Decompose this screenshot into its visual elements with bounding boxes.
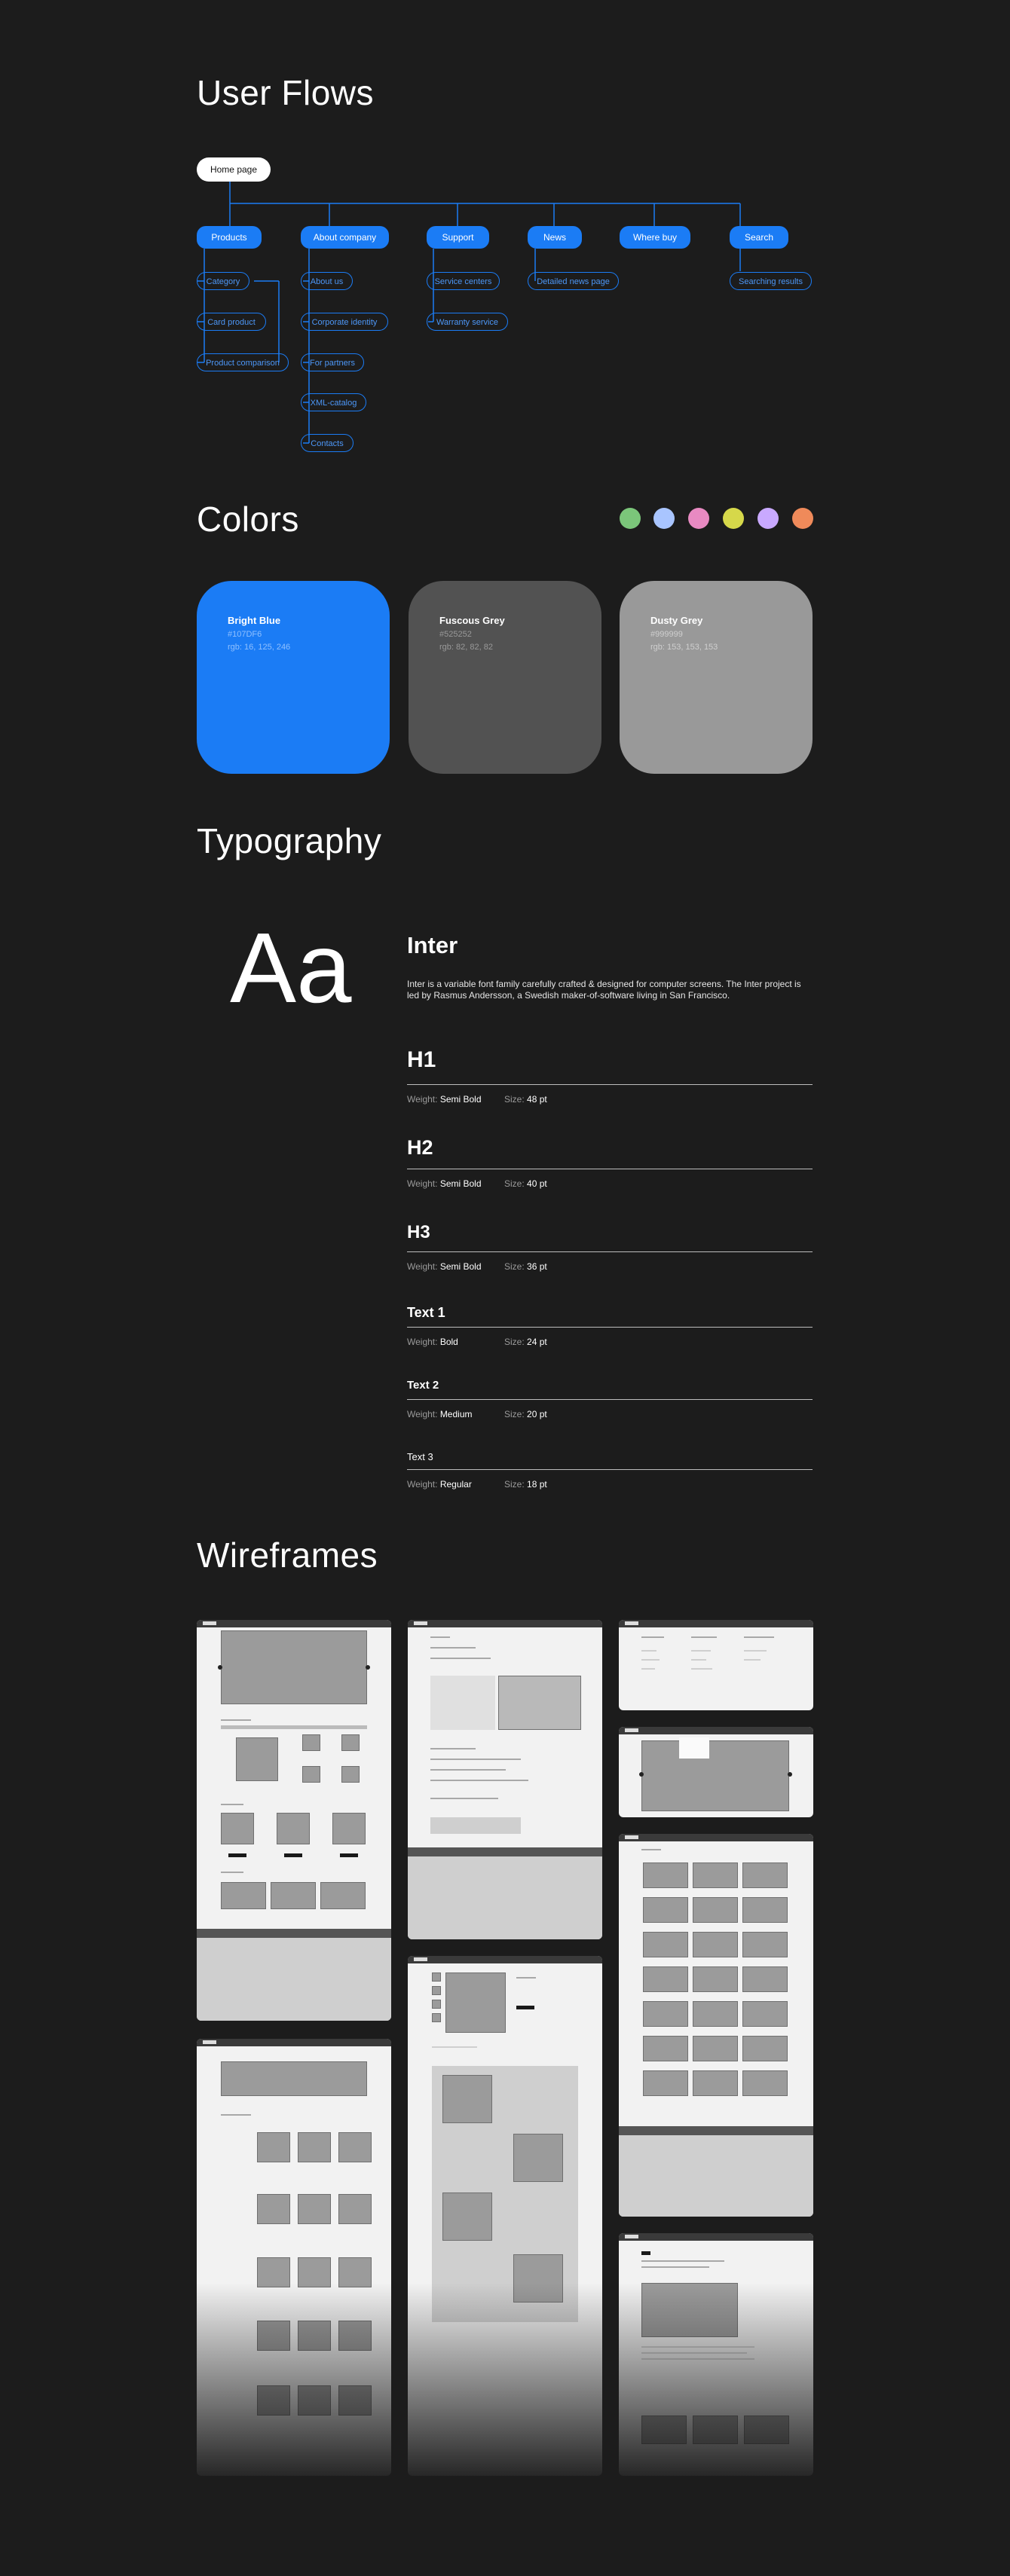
flow-connectors xyxy=(0,0,1010,467)
wireframes-fade-overlay xyxy=(188,2283,822,2486)
style-weight: Weight: Medium xyxy=(407,1409,473,1419)
swatch-dusty-grey xyxy=(620,581,813,774)
style-name-text3: Text 3 xyxy=(407,1451,433,1462)
flow-warranty-service-node[interactable]: Warranty service xyxy=(427,313,508,331)
wireframe-home-page[interactable] xyxy=(197,1620,391,2021)
swatch-name: Bright Blue xyxy=(228,615,281,626)
style-weight: Weight: Semi Bold xyxy=(407,1261,482,1272)
wireframe-menu-dropdown[interactable] xyxy=(619,1620,813,1710)
flow-search-node[interactable]: Search xyxy=(730,226,788,249)
style-size: Size: 40 pt xyxy=(504,1178,547,1189)
style-size: Size: 48 pt xyxy=(504,1094,547,1105)
style-divider xyxy=(407,1469,813,1470)
flow-contacts-node[interactable]: Contacts xyxy=(301,434,354,452)
style-name-h2: H2 xyxy=(407,1136,433,1159)
flow-about-node[interactable]: About company xyxy=(301,226,389,249)
flow-about-us-node[interactable]: About us xyxy=(301,272,353,290)
accent-dot-green xyxy=(620,508,641,529)
style-name-h3: H3 xyxy=(407,1222,430,1242)
wireframe-category-grid-page[interactable] xyxy=(619,1834,813,2217)
swatch-rgb: rgb: 153, 153, 153 xyxy=(650,643,718,652)
accent-dot-yellow xyxy=(723,508,744,529)
flow-corporate-identity-node[interactable]: Corporate identity xyxy=(301,313,388,331)
style-weight: Weight: Semi Bold xyxy=(407,1178,482,1189)
flow-card-product-node[interactable]: Card product xyxy=(197,313,266,331)
flow-searching-results-node[interactable]: Searching results xyxy=(730,272,812,290)
swatch-name: Fuscous Grey xyxy=(439,615,505,626)
accent-dot-pink xyxy=(688,508,709,529)
typography-title: Typography xyxy=(197,821,382,860)
user-flows-title: User Flows xyxy=(197,73,375,112)
flow-for-partners-node[interactable]: For partners xyxy=(301,353,364,371)
swatch-hex: #107DF6 xyxy=(228,630,262,639)
style-size: Size: 18 pt xyxy=(504,1479,547,1490)
flow-where-buy-node[interactable]: Where buy xyxy=(620,226,690,249)
style-name-text2: Text 2 xyxy=(407,1379,439,1392)
accent-dot-lavender xyxy=(758,508,779,529)
swatch-bright-blue xyxy=(197,581,390,774)
style-divider xyxy=(407,1327,813,1328)
accent-dot-light-blue xyxy=(653,508,675,529)
style-size: Size: 36 pt xyxy=(504,1261,547,1272)
flow-product-comparison-node[interactable]: Product comparison xyxy=(197,353,289,371)
style-divider xyxy=(407,1084,813,1085)
style-name-h1: H1 xyxy=(407,1047,436,1072)
swatch-name: Dusty Grey xyxy=(650,615,703,626)
wireframe-contacts-page[interactable] xyxy=(408,1620,602,1939)
flow-news-node[interactable]: News xyxy=(528,226,582,249)
flow-service-centers-node[interactable]: Service centers xyxy=(427,272,500,290)
font-name: Inter xyxy=(407,932,458,958)
style-size: Size: 20 pt xyxy=(504,1409,547,1419)
accent-dot-orange xyxy=(792,508,813,529)
font-description: Inter is a variable font family carefully crafted & designed for computer screens. The Inter project is led by Rasmus Andersson, a Swedish maker-of-software living in San Francisco. xyxy=(407,979,801,1001)
swatch-rgb: rgb: 16, 125, 246 xyxy=(228,643,291,652)
wireframes-title: Wireframes xyxy=(197,1536,378,1575)
style-divider xyxy=(407,1251,813,1252)
style-name-text1: Text 1 xyxy=(407,1305,445,1320)
style-size: Size: 24 pt xyxy=(504,1337,547,1347)
flow-home-node[interactable]: Home page xyxy=(197,157,271,182)
swatch-fuscous-grey xyxy=(409,581,601,774)
flow-xml-catalog-node[interactable]: XML-catalog xyxy=(301,393,366,411)
font-sample: Aa xyxy=(230,912,352,1023)
swatch-hex: #525252 xyxy=(439,630,472,639)
style-weight: Weight: Regular xyxy=(407,1479,472,1490)
style-divider xyxy=(407,1399,813,1400)
wireframe-search-dropdown[interactable] xyxy=(619,1727,813,1817)
flow-detailed-news-node[interactable]: Detailed news page xyxy=(528,272,619,290)
flow-category-node[interactable]: Category xyxy=(197,272,249,290)
flow-products-node[interactable]: Products xyxy=(197,226,262,249)
colors-title: Colors xyxy=(197,500,299,539)
swatch-rgb: rgb: 82, 82, 82 xyxy=(439,643,493,652)
flow-support-node[interactable]: Support xyxy=(427,226,489,249)
style-weight: Weight: Bold xyxy=(407,1337,458,1347)
style-weight: Weight: Semi Bold xyxy=(407,1094,482,1105)
swatch-hex: #999999 xyxy=(650,630,683,639)
